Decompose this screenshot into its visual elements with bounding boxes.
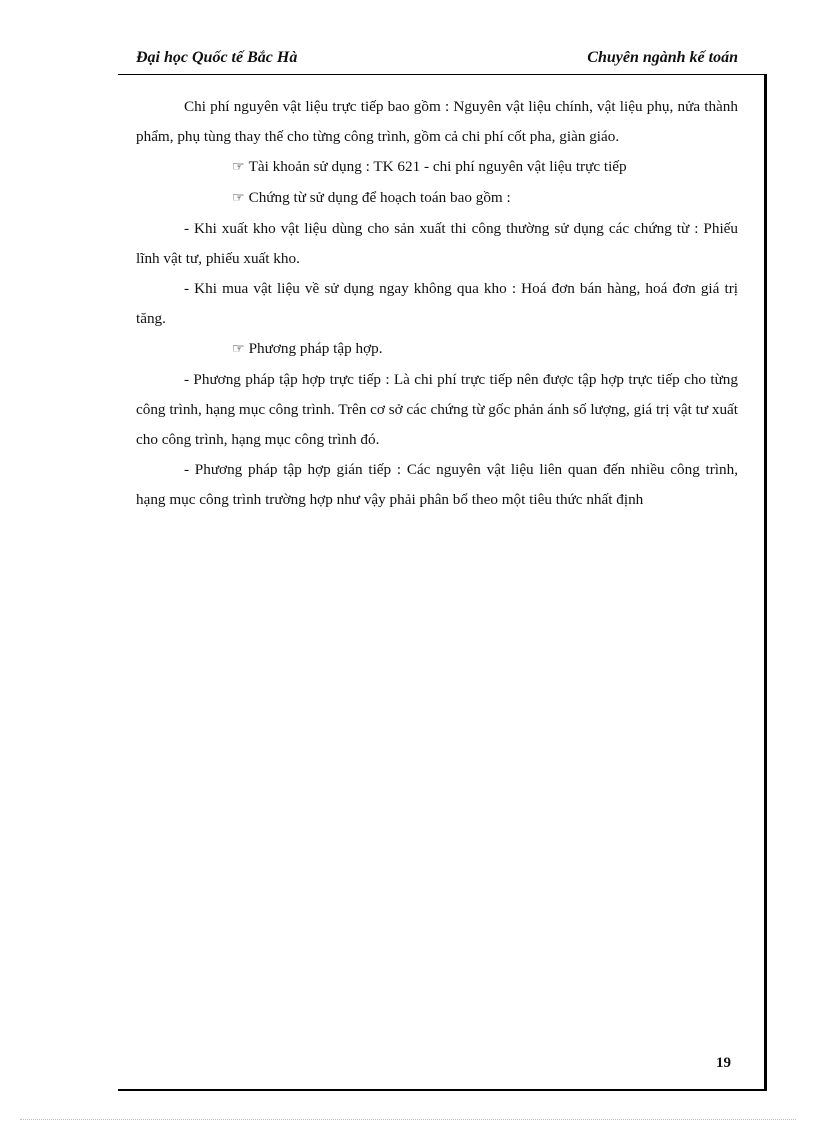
page-border-bottom bbox=[118, 1089, 767, 1091]
paragraph: - Khi mua vật liệu về sử dụng ngay không qua kho : Hoá đơn bán hàng, hoá đơn giá trị tăng. bbox=[136, 280, 738, 327]
paragraph: ☞ Phương pháp tập hợp. bbox=[136, 334, 738, 365]
paragraph: ☞ Chứng từ sử dụng để hoạch toán bao gồm : bbox=[136, 183, 738, 214]
pointing-hand-icon: ☞ bbox=[232, 191, 245, 206]
page-number: 19 bbox=[716, 1055, 731, 1071]
page-border-right bbox=[764, 74, 767, 1089]
paragraph: ☞ Tài khoản sử dụng : TK 621 - chi phí nguyên vật liệu trực tiếp bbox=[136, 152, 738, 183]
page-border-top bbox=[118, 74, 766, 75]
body-text bbox=[136, 92, 738, 515]
header-major: Chuyên ngành kế toán bbox=[587, 49, 738, 66]
paragraph: - Phương pháp tập hợp trực tiếp : Là chi phí trực tiếp nên được tập hợp trực tiếp cho từng công trình, hạng mục công trình. Trên cơ sở các chứng từ gốc phản ánh số lượng, giá trị vật tư xuất cho công trình, hạng mục công trình đó. bbox=[136, 371, 738, 448]
page-bottom-dotted-line bbox=[20, 1119, 796, 1120]
paragraph: - Phương pháp tập hợp gián tiếp : Các nguyên vật liệu liên quan đến nhiều công trình, hạng mục công trình trường hợp như vậy phải phân bổ theo một tiêu thức nhất định bbox=[136, 461, 738, 508]
header-university: Đại học Quốc tế Bắc Hà bbox=[136, 49, 298, 66]
pointing-hand-icon: ☞ bbox=[232, 342, 245, 357]
pointing-hand-icon: ☞ bbox=[232, 160, 245, 175]
paragraph: - Khi xuất kho vật liệu dùng cho sản xuất thi công thường sử dụng các chứng từ : Phiếu lĩnh vật tư, phiếu xuất kho. bbox=[136, 220, 738, 267]
paragraph: Chi phí nguyên vật liệu trực tiếp bao gồm : Nguyên vật liệu chính, vật liệu phụ, nửa thành phẩm, phụ tùng thay thế cho từng công trình, gồm cả chi phí cốt pha, giàn giáo. bbox=[136, 98, 738, 145]
